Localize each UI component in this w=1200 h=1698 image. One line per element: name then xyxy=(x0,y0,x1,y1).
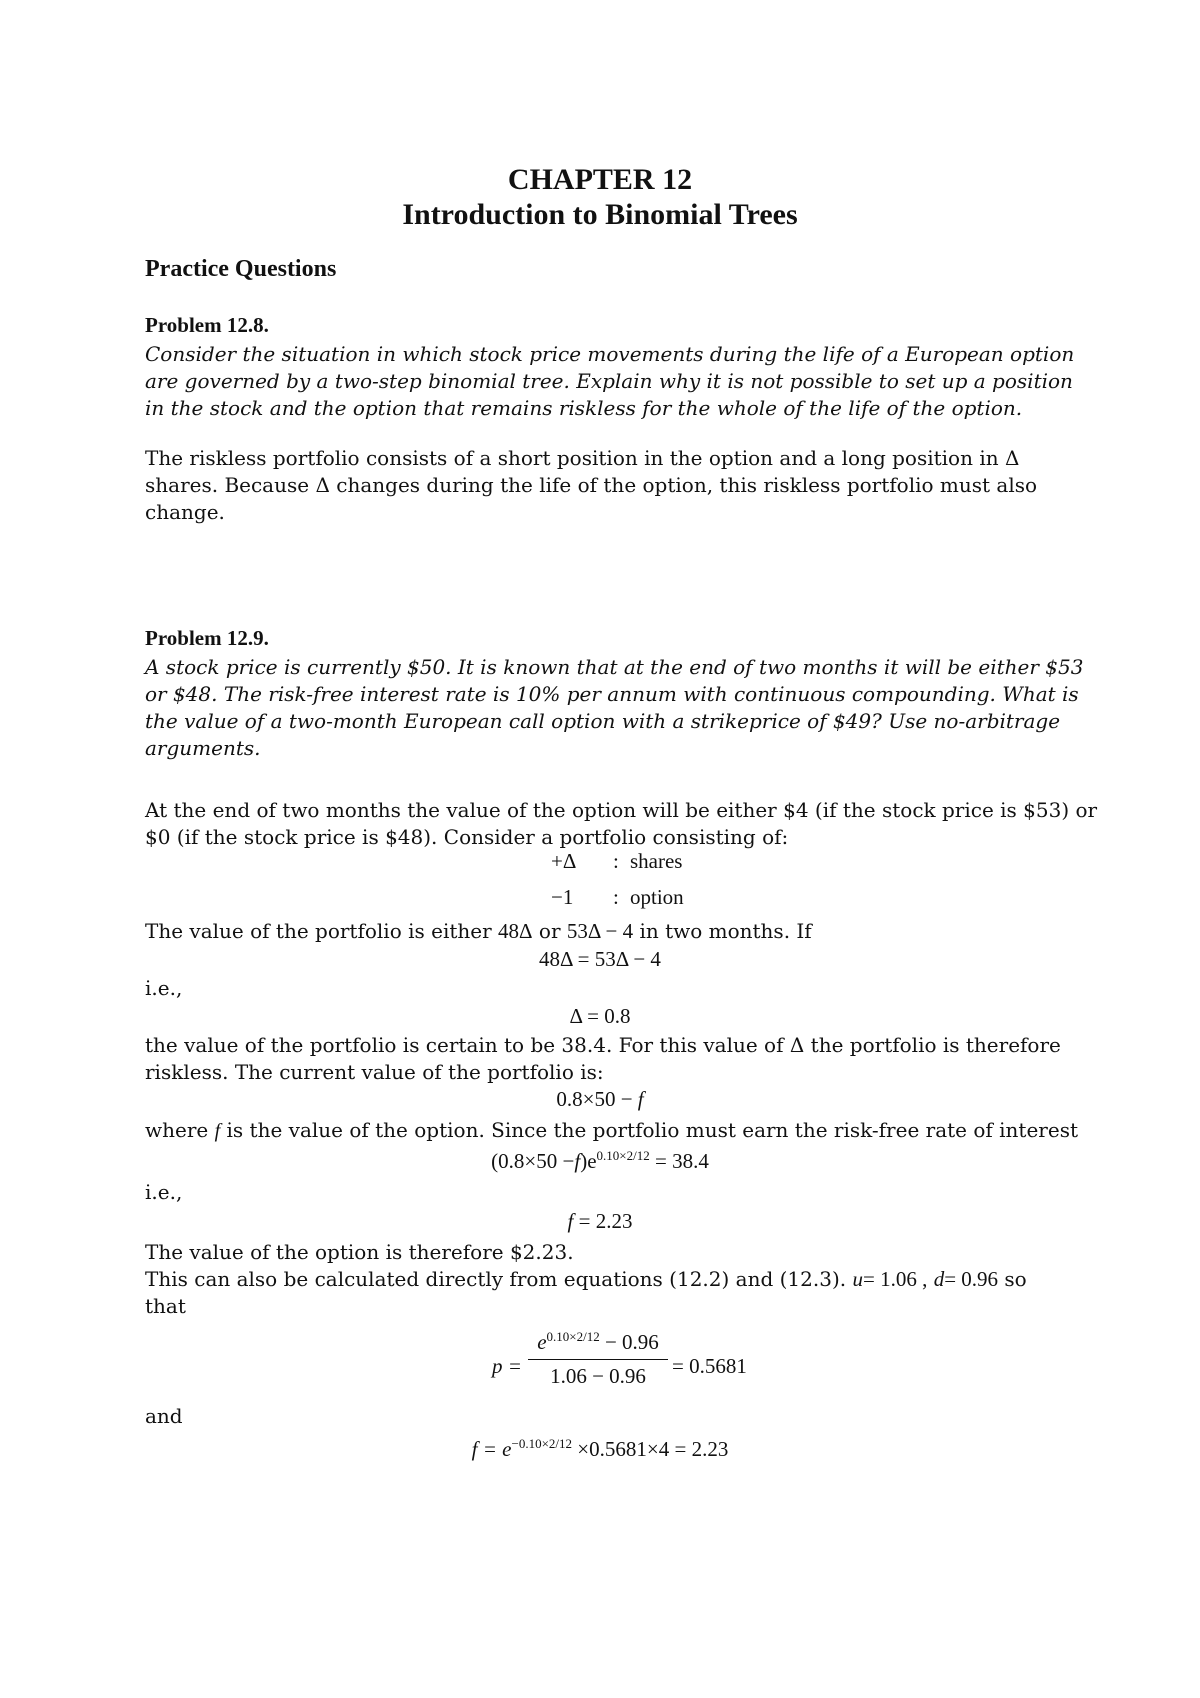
equation-option-value: f = 2.23 xyxy=(567,1209,633,1233)
probability-fraction xyxy=(528,1330,668,1389)
portfolio-row-2-item: option xyxy=(630,885,684,909)
problem-12-8-label: Problem 12.8. xyxy=(145,313,269,337)
portfolio-row-1-separator: : xyxy=(613,849,619,873)
equation-delta-value: Δ = 0.8 xyxy=(569,1004,631,1028)
portfolio-row-2-quantity: −1 xyxy=(551,885,574,909)
problem-12-9-answer-line-2: $0 (if the stock price is $48). Consider a portfolio consisting of: xyxy=(145,825,789,849)
expression-48-delta: 48Δ xyxy=(498,919,533,943)
problem-12-9-answer-line-4: the value of the portfolio is certain to be 38.4. For this value of Δ the portfolio is therefore xyxy=(145,1033,1061,1057)
problem-12-9-answer-line-5: riskless. The current value of the portfolio is: xyxy=(145,1060,604,1084)
portfolio-row-1-item: shares xyxy=(630,849,683,873)
chapter-title: Introduction to Binomial Trees xyxy=(402,198,798,231)
probability-denominator: 1.06 − 0.96 xyxy=(550,1364,646,1388)
section-heading: Practice Questions xyxy=(145,256,337,282)
problem-12-8-answer-line-1: The riskless portfolio consists of a short position in the option and a long position in Δ xyxy=(145,446,1020,470)
problem-12-9-question-line-2: or $48. The risk-free interest rate is 10% per annum with continuous compounding. What is xyxy=(145,682,1079,706)
problem-12-9-question-line-1: A stock price is currently $50. It is known that at the end of two months it will be either $53 xyxy=(145,655,1084,679)
problem-12-9-answer-line-1: At the end of two months the value of the option will be either $4 (if the stock price is $53) or xyxy=(145,798,1098,822)
probability-numerator: $e^{0.10\times 2/12} - 0.96$ xyxy=(537,1329,659,1354)
problem-12-9-label: Problem 12.9. xyxy=(145,626,269,650)
problem-12-9-question-line-4: arguments. xyxy=(145,736,261,760)
ie-label-2: i.e., xyxy=(145,1180,183,1204)
portfolio-row-1-quantity: +Δ xyxy=(551,849,577,873)
problem-12-9-answer-line-7: The value of the option is therefore $2.23. xyxy=(145,1240,574,1264)
problem-12-8-question-line-2: are governed by a two-step binomial tree. Explain why it is not possible to set up a position xyxy=(145,369,1073,393)
expression-53-delta-minus-4: 53Δ − 4 xyxy=(566,919,634,943)
problem-12-8-question-line-3: in the stock and the option that remains riskless for the whole of the life of the option. xyxy=(145,396,1023,420)
portfolio-row-2-separator: : xyxy=(613,885,619,909)
and-label: and xyxy=(145,1404,183,1428)
ie-label-1: i.e., xyxy=(145,976,183,1000)
problem-12-9-answer-line-9: that xyxy=(145,1294,186,1318)
problem-12-9-question-line-3: the value of a two-month European call option with a strikeprice of $49? Use no-arbitrage xyxy=(145,709,1061,733)
delta-symbol: Δ xyxy=(1004,446,1020,470)
fraction-bar xyxy=(528,1359,668,1360)
portfolio-table xyxy=(0,849,1200,919)
problem-12-8-question-line-1: Consider the situation in which stock price movements during the life of a European option xyxy=(145,342,1075,366)
document-page: CHAPTER 12 Introduction to Binomial Trees Practice Questions Problem 12.8. Consider the situation in which stock price movements during the life of a European option are governed by a two-step binomial tree. Explain why it is not possible to set up a position in the stock and the option that remains riskless for the whole of the life of the option. The riskless portfolio consists of a short position in the option and a long position in Δ shares. Because Δ changes during the life of the option, this riskless portfolio must also change. Problem 12.9. A stock price is currently $50. It is known that at the end of two months it will be either $53 or $48. The risk-free interest rate is 10% per annum with continuous compounding. What is the value of a two-month European call option with a strikeprice of $49? Use no-arbitrage arguments. At the end of two months the value of the option will be either $4 (if the stock price is $53) or $0 (if the stock price is $48). Consider a portfolio consisting of: +Δ : shares −1 : option The value of the portfolio is either 48Δ or 53Δ − 4 in two months. If 48Δ = 53Δ − 4 i.e., Δ = 0.8 the value of the portfolio is certain to be 38.4. For this value of Δ the portfolio is therefore riskless. The current value of the portfolio is: 0.8×50 − f where f is the value of the option. Since the portfolio must earn the risk-free rate of interest $(0.8\times 50 -f)e^{0.10\times 2/12} = 38.4$ i.e., f = 2.23 The value of the option is therefore $2.23. This can also be calculated directly from equations (12.2) and (12.3). u= 1.06 , d= 0.96 so that p = $e^{0.10\times 2/12} - 0.96$ 1.06 − 0.96 = 0.5681 and $f = e^{-0.10\times 2/12} \times 0.5681\times 4 = 2.23$ xyxy=(0,0,1200,1698)
chapter-number: CHAPTER 12 xyxy=(507,163,693,196)
delta-symbol: Δ xyxy=(315,473,330,497)
equation-risk-free-growth: $(0.8\times 50 -f)e^{0.10\times 2/12} = 38.4$ xyxy=(491,1148,709,1173)
problem-12-8-answer-line-3: change. xyxy=(145,500,225,524)
problem-12-9-answer-line-3: The value of the portfolio is either 48Δ or 53Δ − 4 in two months. If xyxy=(145,919,812,943)
problem-12-8-answer-line-2: shares. Because Δ changes during the life of the option, this riskless portfolio must also xyxy=(145,473,1038,497)
problem-12-9-answer-line-8: This can also be calculated directly from equations (12.2) and (12.3). u= 1.06 , d= 0.96 so xyxy=(145,1267,1027,1291)
equation-current-portfolio-value: 0.8×50 − f xyxy=(556,1087,644,1111)
equation-delta-balance: 48Δ = 53Δ − 4 xyxy=(539,947,661,971)
problem-12-9-answer-line-6: where f is the value of the option. Since the portfolio must earn the risk-free rate of interest xyxy=(145,1118,1078,1142)
delta-symbol: Δ xyxy=(789,1033,805,1057)
equation-discounted-option-value: $f = e^{-0.10\times 2/12} \times 0.5681\times 4 = 2.23$ xyxy=(471,1436,729,1461)
